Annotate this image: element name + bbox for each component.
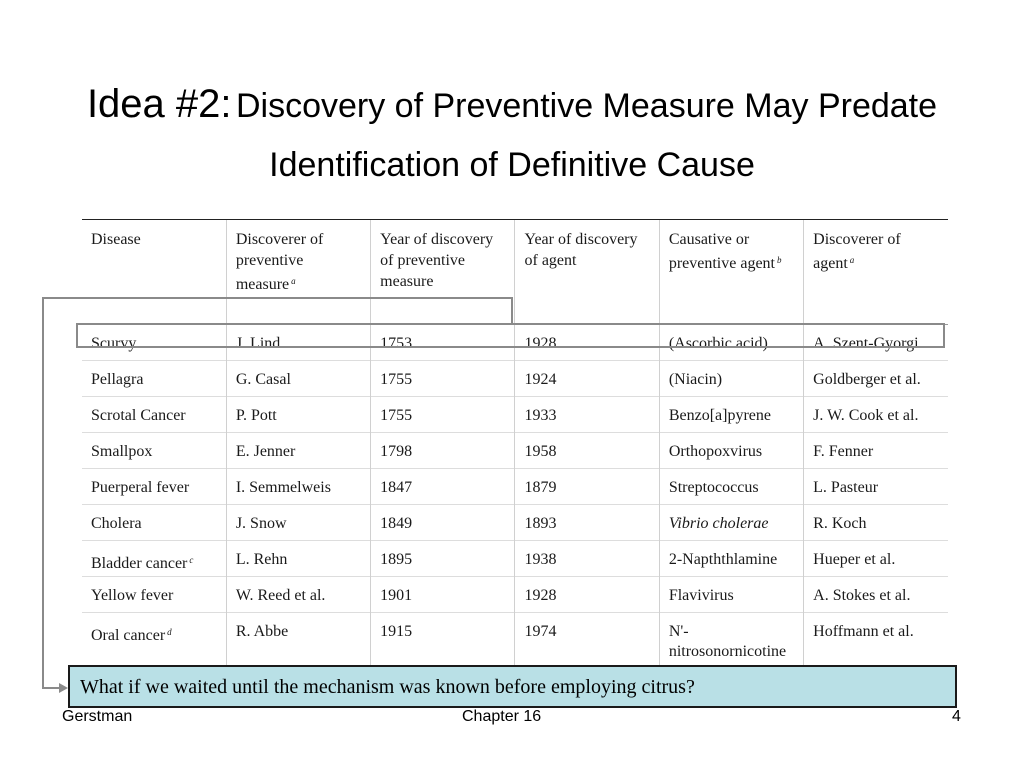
cell-text: Yellow fever xyxy=(91,587,174,604)
title-main: Discovery of Preventive Measure May Predate Identification of Definitive Cause xyxy=(235,87,938,184)
cell-text: 1901 xyxy=(380,587,413,604)
cell-text: I. Semmelweis xyxy=(235,479,331,496)
footnote-marker: c xyxy=(189,555,194,565)
cell-text: Flavivirus xyxy=(668,587,734,604)
footer-chapter: Chapter 16 xyxy=(462,708,542,725)
cell-text: G. Casal xyxy=(235,371,291,388)
cell-text: 1938 xyxy=(524,551,557,568)
cell-text: Orthopoxvirus xyxy=(668,443,763,460)
cell-text: Smallpox xyxy=(91,443,153,460)
footnote-marker: a xyxy=(291,276,296,286)
title-lead: Idea #2: xyxy=(86,82,232,126)
cell-text: (Niacin) xyxy=(668,371,723,388)
cell-text: J. Snow xyxy=(235,515,287,532)
cell-text: A. Szent-Gyorgi xyxy=(813,335,919,352)
cell-text: R. Abbe xyxy=(235,623,289,640)
cell-text: A. Stokes et al. xyxy=(813,587,911,604)
cell-text: 1893 xyxy=(524,515,557,532)
header-text: Disease xyxy=(91,231,141,248)
cell-text: Pellagra xyxy=(91,371,144,388)
cell-text: J. W. Cook et al. xyxy=(813,407,919,424)
cell-text: Vibrio cholerae xyxy=(668,515,769,532)
footer-author: Gerstman xyxy=(62,708,133,725)
cell-text: Benzo[a]pyrene xyxy=(668,407,771,424)
cell-text: 1798 xyxy=(380,443,413,460)
cell-text: 2-Napththlamine xyxy=(668,551,778,568)
cell-text: J. Lind xyxy=(235,335,281,352)
cell-text: 1974 xyxy=(524,623,557,640)
cell-text: 1879 xyxy=(524,479,557,496)
cell-text: R. Koch xyxy=(813,515,867,532)
header-text: Year of discovery of preventive measure xyxy=(380,231,494,290)
cell-text: Cholera xyxy=(91,515,142,532)
cell-text: N'-nitrosonornicotine xyxy=(668,623,787,660)
header-text: Discoverer of agent xyxy=(813,231,901,272)
cell-text: (Ascorbic acid) xyxy=(668,335,768,352)
cell-text: P. Pott xyxy=(235,407,277,424)
cell-text: 1924 xyxy=(524,371,557,388)
header-text: Year of discovery of agent xyxy=(524,231,638,269)
cell-text: 1895 xyxy=(380,551,413,568)
cell-text: Oral cancer xyxy=(91,627,166,644)
cell-text: 1928 xyxy=(524,335,557,352)
cell-text: Hueper et al. xyxy=(813,551,896,568)
header-text: Discoverer of preventive measure xyxy=(235,231,324,293)
cell-text: Hoffmann et al. xyxy=(813,623,914,640)
cell-text: E. Jenner xyxy=(235,443,296,460)
cell-text: Scrotal Cancer xyxy=(91,407,186,424)
footer-page-number: 4 xyxy=(952,708,961,725)
cell-text: 1958 xyxy=(524,443,557,460)
cell-text: 1755 xyxy=(380,371,413,388)
header-text: Causative or preventive agent xyxy=(668,231,775,272)
cell-text: 1928 xyxy=(524,587,557,604)
cell-text: Goldberger et al. xyxy=(813,371,921,388)
cell-text: 1755 xyxy=(380,407,413,424)
cell-text: 1753 xyxy=(380,335,413,352)
cell-text: F. Fenner xyxy=(813,443,874,460)
cell-text: W. Reed et al. xyxy=(235,587,326,604)
cell-text: L. Rehn xyxy=(235,551,288,568)
cell-text: Streptococcus xyxy=(668,479,759,496)
cell-text: Puerperal fever xyxy=(91,479,190,496)
footnote-marker: a xyxy=(849,255,855,265)
cell-text: 1849 xyxy=(380,515,413,532)
cell-text: 1915 xyxy=(380,623,413,640)
callout-text: What if we waited until the mechanism was known before employing citrus? xyxy=(80,676,695,698)
cell-text: Scurvy xyxy=(91,335,137,352)
cell-text: 1847 xyxy=(380,479,413,496)
cell-text: L. Pasteur xyxy=(813,479,879,496)
footnote-marker: b xyxy=(776,255,782,265)
cell-text: Bladder cancer xyxy=(91,555,188,572)
callout-box xyxy=(68,665,957,708)
footnote-marker: d xyxy=(167,627,172,637)
cell-text: 1933 xyxy=(524,407,557,424)
